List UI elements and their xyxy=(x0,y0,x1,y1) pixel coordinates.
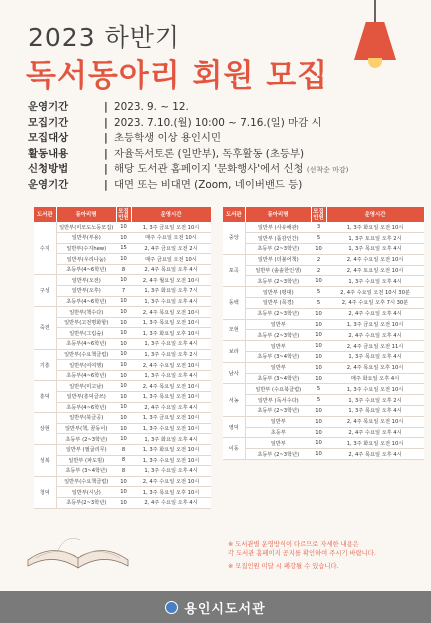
club-cell: 일반부(고전명화항) xyxy=(56,317,116,328)
time-cell: 2, 4주 수요일 오후 4시 xyxy=(131,402,211,413)
club-cell: 일반부(시낭) xyxy=(56,487,116,498)
club-cell: 일반부 (더불어책) xyxy=(245,254,311,265)
library-cell: 흥덕 xyxy=(34,381,56,413)
library-cell: 기흥 xyxy=(34,349,56,381)
lamp-cord xyxy=(374,0,376,22)
table-row xyxy=(223,406,424,417)
club-cell: 초등부 (3~4학년) xyxy=(56,466,116,477)
time-cell: 2, 4주 금요일 오전 2시 xyxy=(131,243,211,254)
table-row xyxy=(34,466,211,477)
table-row xyxy=(223,395,424,406)
header-capacity: 모집인원 xyxy=(116,207,131,222)
cap-cell: 10 xyxy=(116,317,131,328)
cap-cell: 10 xyxy=(116,381,131,392)
table-row xyxy=(34,455,211,466)
time-cell: 1, 3주 화요일 오후 10시 xyxy=(131,328,211,339)
time-cell: 2, 4주 목요일 오후 4시 xyxy=(326,449,424,460)
library-cell: 중앙 xyxy=(223,222,245,254)
club-cell: 일반부 xyxy=(245,438,311,449)
lamp-icon xyxy=(354,22,396,60)
table-row xyxy=(34,360,211,371)
table-row xyxy=(223,244,424,255)
cap-cell: 10 xyxy=(311,427,326,438)
open-book-icon xyxy=(18,520,138,580)
time-cell: 2, 4주 월요일 오전 10시 xyxy=(131,275,211,286)
library-cell: 남사 xyxy=(223,362,245,384)
cap-cell: 3 xyxy=(311,222,326,233)
info-value xyxy=(114,116,322,132)
note-line-1: ※ 도서관별 운영방식이 다르므로 자세한 내용은 xyxy=(228,541,359,548)
table-row xyxy=(223,352,424,363)
cap-cell: 8 xyxy=(116,466,131,477)
time-cell: 1, 3주 목요일 오전 10시 xyxy=(131,317,211,328)
time-cell: 2, 4주 수요일 오후 4시 xyxy=(326,308,424,319)
library-cell: 죽전 xyxy=(34,307,56,349)
table-row xyxy=(34,243,211,254)
time-cell: 1, 3주 목요일 오후 4시 xyxy=(326,352,424,363)
cap-cell: 10 xyxy=(116,307,131,318)
library-cell: 포곡 xyxy=(223,254,245,286)
table-row xyxy=(223,362,424,373)
club-cell: 일반부 (평대) xyxy=(245,287,311,298)
table-row xyxy=(223,384,424,395)
club-cell: 초등부 (2~3학년) xyxy=(245,276,311,287)
table-row xyxy=(223,330,424,341)
table-row xyxy=(34,349,211,360)
cap-cell: 10 xyxy=(116,328,131,339)
library-cell: 서농 xyxy=(223,384,245,416)
cap-cell: 10 xyxy=(116,413,131,424)
cap-cell: 10 xyxy=(311,438,326,449)
time-cell: 2, 4주 수요일 오전 10시 xyxy=(131,476,211,487)
club-cell: 초등부(2~3학년) xyxy=(56,497,116,508)
club-cell: 초등부(4~6학년) xyxy=(56,296,116,307)
table-row xyxy=(34,370,211,381)
club-cell: 초등부 (2~3학년) xyxy=(245,330,311,341)
cap-cell: 5 xyxy=(311,287,326,298)
cap-cell: 10 xyxy=(116,476,131,487)
cap-cell: 5 xyxy=(311,395,326,406)
footer-org-name: 용인시도서관 xyxy=(184,601,266,617)
cap-cell: 10 xyxy=(116,434,131,445)
club-cell: 일반부(수지hew) xyxy=(56,243,116,254)
library-cell: 청덕 xyxy=(34,476,56,508)
cap-cell: 10 xyxy=(116,423,131,434)
club-cell: 일반부(오전) xyxy=(56,275,116,286)
time-cell: 2, 4주 목요일 오후 10시 xyxy=(326,362,424,373)
club-cell: 초등부 (2~3학년) xyxy=(56,434,116,445)
library-cell: 동백 xyxy=(223,287,245,319)
info-note: (선착순 마감) xyxy=(306,166,349,174)
info-row xyxy=(28,131,423,147)
year-title: 2023 하반기 xyxy=(28,23,181,52)
table-row xyxy=(34,444,211,455)
info-value-text: 대면 또는 비대면 (Zoom, 네이버밴드 등) xyxy=(114,178,303,191)
club-cell: 일반부 (독서수다) xyxy=(245,395,311,406)
club-cell: 일반부(부용) xyxy=(56,233,116,244)
table-row xyxy=(34,423,211,434)
time-cell: 1, 3주 수요일 오전 10시 xyxy=(326,384,424,395)
club-cell: 일반부 (솔솔한인생) xyxy=(245,265,311,276)
club-cell: 일반부 xyxy=(245,319,311,330)
club-cell: 일반부 (품감인간) xyxy=(245,233,311,244)
time-cell: 1, 3주 금요일 오전 10시 xyxy=(131,222,211,233)
cap-cell: 5 xyxy=(311,384,326,395)
cap-cell: 10 xyxy=(311,373,326,384)
notes xyxy=(228,540,376,571)
header-time: 운영시간 xyxy=(131,207,211,222)
library-logo-icon xyxy=(165,601,178,614)
club-cell: 초등부(4~6학년) xyxy=(56,339,116,350)
time-cell: 1, 3주 수요일 오후 4시 xyxy=(131,296,211,307)
info-label: 모집대상 xyxy=(28,132,69,144)
time-cell: 1, 3주 수요일 오후 4시 xyxy=(131,339,211,350)
cap-cell: 10 xyxy=(116,360,131,371)
table-row xyxy=(223,308,424,319)
main-title: 독서동아리 회원 모집 xyxy=(26,58,329,94)
table-row xyxy=(34,381,211,392)
table-row xyxy=(34,413,211,424)
club-cell: 일반부 xyxy=(245,341,311,352)
info-value xyxy=(114,162,348,178)
table-row xyxy=(34,233,211,244)
time-cell: 1, 3주 화요일 오전 10시 xyxy=(326,438,424,449)
table-row xyxy=(34,296,211,307)
info-value xyxy=(114,178,302,194)
club-cell: 초등부 xyxy=(245,427,311,438)
info-separator: | xyxy=(104,116,108,129)
club-cell: 일반부(책수다) xyxy=(56,307,116,318)
cap-cell: 10 xyxy=(116,339,131,350)
club-cell: 일반부 xyxy=(245,416,311,427)
club-cell: 일반부(수요책클럽) xyxy=(56,349,116,360)
cap-cell: 10 xyxy=(116,222,131,233)
time-cell: 1, 3주 토요일 오후 2시 xyxy=(326,233,424,244)
library-cell: 성복 xyxy=(34,444,56,476)
library-cell: 구성 xyxy=(34,275,56,307)
info-row xyxy=(28,178,423,194)
club-cell: 초등부 (2~3학년) xyxy=(245,308,311,319)
header-library: 도서관 xyxy=(34,207,56,222)
cap-cell: 10 xyxy=(311,341,326,352)
cap-cell: 10 xyxy=(116,392,131,403)
cap-cell: 10 xyxy=(116,497,131,508)
cap-cell: 10 xyxy=(116,402,131,413)
time-cell: 2, 4주 수요일 오후 4시 xyxy=(326,427,424,438)
header-library: 도서관 xyxy=(223,207,245,222)
info-row xyxy=(28,162,423,178)
club-cell: 일반부(수요책클럽) xyxy=(56,476,116,487)
info-section xyxy=(28,100,423,193)
time-cell: 1, 3주 목요일 오후 4시 xyxy=(326,406,424,417)
time-cell: 1, 3주 화요일 오후 4시 xyxy=(131,434,211,445)
club-cell: 일반부 (파도빔) xyxy=(56,455,116,466)
library-cell: 상현 xyxy=(34,413,56,445)
time-cell: 1, 3주 목요일 오전 10시 xyxy=(131,392,211,403)
table-row xyxy=(34,307,211,318)
library-cell: 보라 xyxy=(223,341,245,363)
table-row xyxy=(223,319,424,330)
time-cell: 2, 4주 수요일 오후 4시 xyxy=(326,330,424,341)
club-cell: 일반부(책, 꿈동이) xyxy=(56,423,116,434)
cap-cell: 10 xyxy=(311,406,326,417)
cap-cell: 10 xyxy=(311,244,326,255)
info-label: 신청방법 xyxy=(28,163,69,175)
info-value-text: 초등학생 이상 용인시민 xyxy=(114,132,221,144)
cap-cell: 10 xyxy=(311,308,326,319)
time-cell: 1, 3주 수요일 오전 10시 xyxy=(131,423,211,434)
club-cell: 일반부(흥덕글쓰) xyxy=(56,392,116,403)
club-cell: 일반부 (수요북클럽) xyxy=(245,384,311,395)
time-cell: 1, 3주 목요일 오후 10시 xyxy=(131,487,211,498)
club-cell: 일반부(미모도노동모집) xyxy=(56,222,116,233)
time-cell: 1, 3주 화요일 오후 7시 xyxy=(131,286,211,297)
footer xyxy=(0,591,431,623)
cap-cell: 8 xyxy=(116,264,131,275)
table-row xyxy=(34,339,211,350)
club-cell: 일반부(미고남) xyxy=(56,381,116,392)
lamp-bulb-icon xyxy=(368,58,382,68)
time-cell: 매주 화요일 오후 4시 xyxy=(326,373,424,384)
header-club: 동아리명 xyxy=(245,207,311,222)
time-cell: 2, 4주 목요일 오후 4시 xyxy=(131,264,211,275)
club-cell: 일반부(그림숲) xyxy=(56,328,116,339)
time-cell: 2, 4주 금요일 오전 11시 xyxy=(326,341,424,352)
club-cell: 일반부(우리나눔) xyxy=(56,254,116,265)
info-label: 운영기간 xyxy=(28,101,69,113)
table-row xyxy=(34,392,211,403)
right-schedule-table xyxy=(223,207,425,460)
club-cell: 일반부 (사유해관) xyxy=(245,222,311,233)
time-cell: 1, 3주 수요일 오전 10시 xyxy=(131,455,211,466)
left-schedule-table xyxy=(34,207,212,509)
cap-cell: 8 xyxy=(116,455,131,466)
info-row xyxy=(28,100,423,116)
library-cell: 이동 xyxy=(223,438,245,460)
right-schedule-table-wrap xyxy=(223,207,425,460)
club-cell: 초등부 (2~3학년) xyxy=(245,244,311,255)
club-cell: 초등부 (3~4학년) xyxy=(245,373,311,384)
cap-cell: 10 xyxy=(311,416,326,427)
time-cell: 1, 3주 금요일 오전 10시 xyxy=(131,413,211,424)
time-cell: 1, 3주 수요일 오후 4시 xyxy=(131,370,211,381)
cap-cell: 10 xyxy=(116,487,131,498)
header-capacity: 모집인원 xyxy=(311,207,326,222)
table-row xyxy=(34,402,211,413)
info-separator: | xyxy=(104,101,108,113)
header-time: 운영시간 xyxy=(326,207,424,222)
library-cell: 영덕 xyxy=(223,416,245,438)
time-cell: 1, 3주 금요일 오전 10시 xyxy=(326,319,424,330)
time-cell: 1, 3주 수요일 오후 4시 xyxy=(326,276,424,287)
club-cell: 초등부 (3~4학년) xyxy=(245,352,311,363)
table-row xyxy=(223,287,424,298)
info-value-text: 자율독서토론 (일반부), 독후활동 (초등부) xyxy=(114,147,305,160)
cap-cell: 5 xyxy=(311,298,326,309)
table-row xyxy=(34,328,211,339)
time-cell: 1, 3주 수요일 오후 4시 xyxy=(131,466,211,477)
cap-cell: 10 xyxy=(116,370,131,381)
cap-cell: 15 xyxy=(116,243,131,254)
cap-cell: 10 xyxy=(116,349,131,360)
time-cell: 1, 3주 화요일 오전 10시 xyxy=(131,444,211,455)
table-row xyxy=(34,222,211,233)
club-cell: 초등부(4~6학년) xyxy=(56,402,116,413)
table-row xyxy=(223,265,424,276)
club-cell: 초등부(4~6학년) xyxy=(56,370,116,381)
time-cell: 1, 3주 목요일 오후 4시 xyxy=(326,244,424,255)
table-row xyxy=(34,434,211,445)
time-cell: 1, 3주 수요일 오후 2시 xyxy=(326,395,424,406)
cap-cell: 10 xyxy=(311,330,326,341)
info-value-text: 2023. 9. ~ 12. xyxy=(114,101,189,113)
info-value xyxy=(114,147,304,163)
cap-cell: 10 xyxy=(311,352,326,363)
left-schedule-table-wrap xyxy=(34,207,212,509)
table-row xyxy=(34,487,211,498)
note-line-3: ※ 모집인원 미달 시 폐강될 수 있습니다. xyxy=(228,563,339,570)
time-cell: 2, 4주 목요일 오전 10시 xyxy=(131,381,211,392)
info-value-text: 2023. 7.10.(월) 10:00 ~ 7.16.(일) 마감 시 xyxy=(114,116,322,129)
time-cell: 2, 4주 토요일 오전 10시 xyxy=(326,265,424,276)
cap-cell: 8 xyxy=(116,444,131,455)
info-label: 활동내용 xyxy=(28,147,69,160)
table-row xyxy=(34,275,211,286)
table-row xyxy=(223,373,424,384)
info-value xyxy=(114,100,189,116)
club-cell: 일반부(북글공) xyxy=(56,413,116,424)
table-row xyxy=(34,286,211,297)
time-cell: 2, 4주 수요일 오전 10시 xyxy=(131,360,211,371)
info-row xyxy=(28,147,423,163)
table-row xyxy=(223,222,424,233)
table-row xyxy=(223,438,424,449)
library-cell: 수지 xyxy=(34,222,56,275)
table-row xyxy=(223,276,424,287)
library-cell: 모현 xyxy=(223,319,245,341)
time-cell: 1, 3주 수요일 오후 2시 xyxy=(131,349,211,360)
cap-cell: 5 xyxy=(311,233,326,244)
note-line-2: 각 도서관 홈페이지 공지를 확인하여 주시기 바랍니다. xyxy=(228,550,376,557)
time-cell: 2, 4주 수요일 오전 10시 xyxy=(326,254,424,265)
table-row xyxy=(34,264,211,275)
club-cell: 일반부 xyxy=(245,362,311,373)
cap-cell: 10 xyxy=(116,296,131,307)
cap-cell: 10 xyxy=(311,449,326,460)
time-cell: 2, 4주 목요일 오전 10시 xyxy=(131,307,211,318)
club-cell: 초등부(4~6학년) xyxy=(56,264,116,275)
table-row xyxy=(223,254,424,265)
cap-cell: 7 xyxy=(116,286,131,297)
table-row xyxy=(223,416,424,427)
cap-cell: 2 xyxy=(311,265,326,276)
club-cell: 일반부(오후) xyxy=(56,286,116,297)
info-row xyxy=(28,116,423,132)
cap-cell: 10 xyxy=(116,254,131,265)
info-separator: | xyxy=(104,178,108,191)
time-cell: 매주 수요일 오전 10시 xyxy=(131,233,211,244)
info-value-text: 해당 도서관 홈페이지 '문화행사'에서 신청 xyxy=(114,163,304,175)
info-label: 모집기간 xyxy=(28,116,69,129)
time-cell: 2, 4주 수요일 오전 10시 30분 xyxy=(326,287,424,298)
cap-cell: 10 xyxy=(116,233,131,244)
table-row xyxy=(223,298,424,309)
table-row xyxy=(34,317,211,328)
time-cell: 1, 3주 화요일 오전 10시 xyxy=(326,222,424,233)
time-cell: 2, 4주 수요일 오후 7시 30분 xyxy=(326,298,424,309)
info-separator: | xyxy=(104,163,108,175)
info-label: 운영기간 xyxy=(28,178,69,191)
table-row xyxy=(34,497,211,508)
table-row xyxy=(223,449,424,460)
time-cell: 매주 금요일 오전 10시 xyxy=(131,254,211,265)
table-row xyxy=(34,476,211,487)
table-row xyxy=(223,341,424,352)
cap-cell: 10 xyxy=(311,276,326,287)
table-row xyxy=(34,254,211,265)
header-club: 동아리명 xyxy=(56,207,116,222)
club-cell: 일반부 (목경) xyxy=(245,298,311,309)
club-cell: 초등부 (2~3학년) xyxy=(245,449,311,460)
time-cell: 2, 4주 목요일 오전 10시 xyxy=(326,416,424,427)
cap-cell: 2 xyxy=(311,254,326,265)
club-cell: 일반부 (필굽리무) xyxy=(56,444,116,455)
club-cell: 일반부(여여행) xyxy=(56,360,116,371)
cap-cell: 10 xyxy=(311,362,326,373)
club-cell: 초등부 (2~3학년) xyxy=(245,406,311,417)
time-cell: 2, 4주 수요일 오후 4시 xyxy=(131,497,211,508)
table-row xyxy=(223,233,424,244)
info-separator: | xyxy=(104,132,108,144)
table-row xyxy=(223,427,424,438)
info-value xyxy=(114,131,221,147)
cap-cell: 10 xyxy=(311,319,326,330)
info-separator: | xyxy=(104,147,108,160)
cap-cell: 10 xyxy=(116,275,131,286)
